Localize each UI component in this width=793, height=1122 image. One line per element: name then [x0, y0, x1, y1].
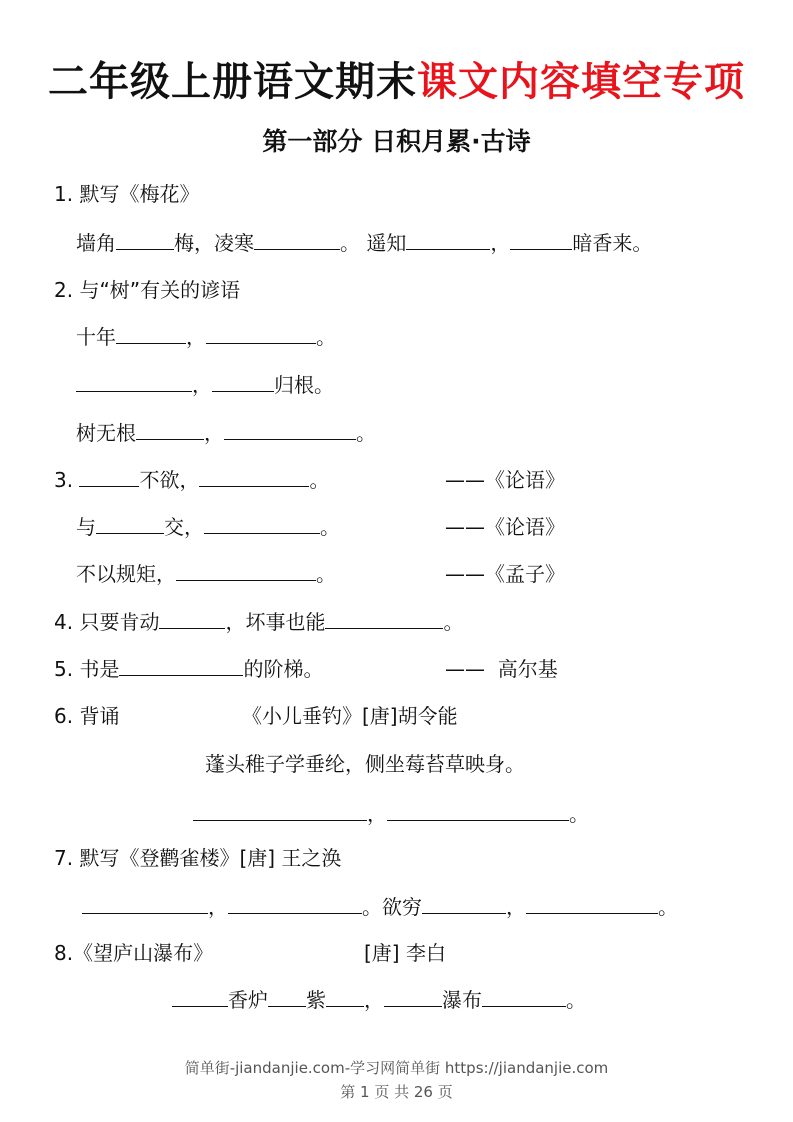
title-black: 二年级上册语文期末	[48, 59, 417, 105]
text-segment: ，	[506, 895, 526, 919]
q7-heading: 7. 默写《登鹳雀楼》[唐] 王之涣	[54, 846, 342, 870]
fill-blank[interactable]	[224, 419, 356, 440]
fill-blank[interactable]	[387, 800, 569, 821]
q7-line	[82, 893, 678, 921]
fill-blank[interactable]	[268, 986, 306, 1007]
text-segment: 归根。	[274, 373, 334, 397]
text-segment: 与	[76, 515, 96, 539]
fill-blank[interactable]	[96, 513, 164, 534]
text-segment: ，坏事也能	[225, 610, 326, 634]
fill-blank[interactable]	[116, 229, 174, 250]
q6-poem-title: 《小儿垂钓》[唐]胡令能	[242, 704, 458, 728]
text-segment: ，	[364, 988, 384, 1012]
text-segment: ，	[208, 895, 228, 919]
text-segment: ，	[367, 802, 387, 826]
q6-heading: 6. 背诵	[54, 704, 120, 728]
text-segment: 紫	[306, 988, 326, 1012]
fill-blank[interactable]	[326, 986, 364, 1007]
page-title	[0, 50, 793, 107]
text-segment: 。	[569, 802, 589, 826]
text-segment: 。	[566, 988, 586, 1012]
fill-blank[interactable]	[76, 371, 192, 392]
text-segment: 3.	[54, 468, 74, 492]
fill-blank[interactable]	[116, 323, 186, 344]
text-segment: 梅，凌寒	[174, 231, 254, 255]
text-segment: 十年	[76, 325, 116, 349]
text-segment: 。欲穷	[362, 895, 422, 919]
text-segment: ，	[204, 421, 224, 445]
fill-blank[interactable]	[526, 893, 658, 914]
q3-source1: ——《论语》	[445, 468, 565, 492]
q3-line3	[76, 560, 336, 588]
q6-poem-line: 蓬头稚子学垂纶，侧坐莓苔草映身。	[205, 752, 525, 776]
text-segment: 墙角	[76, 231, 116, 255]
text-segment: ，	[490, 231, 511, 255]
q3-source2: ——《论语》	[445, 515, 565, 539]
q2-heading: 2. 与“树”有关的谚语	[54, 278, 241, 302]
text-segment: ，	[192, 373, 212, 397]
fill-blank[interactable]	[406, 229, 490, 250]
q2-line2	[76, 371, 334, 399]
section-subtitle: 第一部分 日积月累·古诗	[262, 127, 531, 156]
text-segment: 的阶梯。	[243, 657, 324, 681]
fill-blank[interactable]	[82, 893, 208, 914]
fill-blank[interactable]	[119, 655, 243, 676]
fill-blank[interactable]	[482, 986, 566, 1007]
fill-blank[interactable]	[212, 371, 274, 392]
text-segment: 。	[356, 421, 376, 445]
fill-blank[interactable]	[159, 608, 225, 629]
fill-blank[interactable]	[176, 560, 316, 581]
fill-blank[interactable]	[254, 229, 340, 250]
q5-source: —— 高尔基	[445, 657, 558, 681]
q3-line2	[76, 513, 340, 541]
text-segment: 树无根	[76, 421, 136, 445]
footer-site: 简单街-jiandanjie.com-学习网简单街 https://jiandanjie.com	[184, 1059, 609, 1077]
q3-line1	[54, 466, 329, 494]
q8-author: [唐] 李白	[364, 941, 446, 965]
text-segment: 香炉	[228, 988, 268, 1012]
fill-blank[interactable]	[172, 986, 228, 1007]
fill-blank[interactable]	[422, 893, 506, 914]
fill-blank[interactable]	[193, 800, 367, 821]
q1-line	[76, 229, 652, 257]
text-segment: 。	[320, 515, 340, 539]
text-segment: 交，	[164, 515, 204, 539]
q2-line3	[76, 419, 376, 447]
q3-source3: ——《孟子》	[445, 562, 565, 586]
q2-line1	[76, 323, 336, 351]
fill-blank[interactable]	[228, 893, 362, 914]
text-segment: 。	[658, 895, 678, 919]
fill-blank[interactable]	[384, 986, 442, 1007]
text-segment: 。	[443, 610, 464, 634]
q4-line	[54, 608, 463, 636]
footer-page-number: 第 1 页 共 26 页	[340, 1083, 453, 1101]
fill-blank[interactable]	[199, 466, 309, 487]
text-segment: 不欲，	[139, 468, 200, 492]
text-segment: 。	[309, 468, 330, 492]
q8-heading: 8.《望庐山瀑布》	[54, 941, 214, 965]
text-segment: 暗香来。	[572, 231, 653, 255]
fill-blank[interactable]	[206, 323, 316, 344]
fill-blank[interactable]	[79, 466, 139, 487]
fill-blank[interactable]	[204, 513, 320, 534]
fill-blank[interactable]	[136, 419, 204, 440]
text-segment: 。	[316, 562, 336, 586]
text-segment: 不以规矩，	[76, 562, 176, 586]
text-segment: 瀑布	[442, 988, 482, 1012]
title-red: 课文内容填空专项	[417, 59, 745, 105]
q8-line	[172, 986, 586, 1014]
q1-heading: 1. 默写《梅花》	[54, 182, 200, 206]
q5-line	[54, 655, 323, 683]
text-segment: 。	[316, 325, 336, 349]
text-segment: 4. 只要肯动	[54, 610, 160, 634]
text-segment: 5. 书是	[54, 657, 120, 681]
text-segment: 。 遥知	[340, 231, 407, 255]
fill-blank[interactable]	[325, 608, 443, 629]
fill-blank[interactable]	[510, 229, 572, 250]
q6-blank-line	[193, 800, 589, 828]
text-segment: ，	[186, 325, 206, 349]
